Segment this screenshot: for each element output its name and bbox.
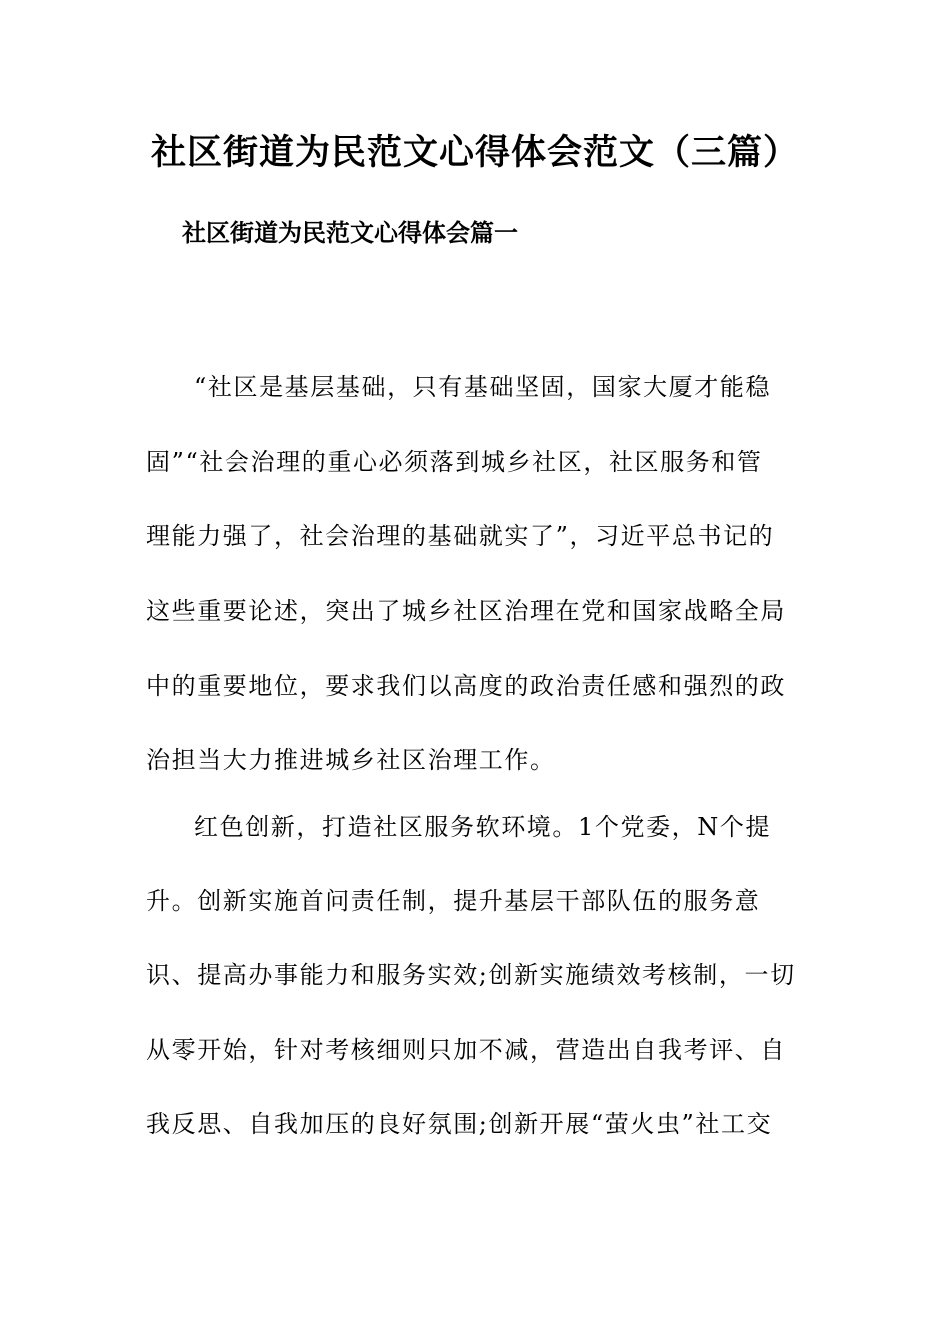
section-heading: 社区街道为民范文心得体会篇一 — [182, 218, 518, 247]
paragraph-line: 固”“社会治理的重心必须落到城乡社区，社区服务和管 — [146, 448, 763, 476]
paragraph-line: 中的重要地位，要求我们以高度的政治责任感和强烈的政 — [146, 672, 786, 700]
document-title: 社区街道为民范文心得体会范文（三篇） — [150, 132, 799, 173]
paragraph-line: 升。创新实施首问责任制，提升基层干部队伍的服务意 — [146, 887, 761, 915]
paragraph-line: 理能力强了，社会治理的基础就实了”，习近平总书记的 — [146, 522, 775, 550]
paragraph-line: 我反思、自我加压的良好氛围;创新开展“萤火虫”社工交 — [146, 1110, 773, 1138]
paragraph-line: 红色创新，打造社区服务软环境。1个党委，N个提 — [194, 813, 772, 841]
paragraph-line: 识、提高办事能力和服务实效;创新实施绩效考核制，一切 — [146, 961, 796, 989]
paragraph-line: 这些重要论述，突出了城乡社区治理在党和国家战略全局 — [146, 597, 786, 625]
paragraph-line: 治担当大力推进城乡社区治理工作。 — [146, 746, 556, 774]
paragraph-line: “社区是基层基础，只有基础坚固，国家大厦才能稳 — [194, 373, 772, 401]
paragraph-line: 从零开始，针对考核细则只加不减，营造出自我考评、自 — [146, 1036, 786, 1064]
